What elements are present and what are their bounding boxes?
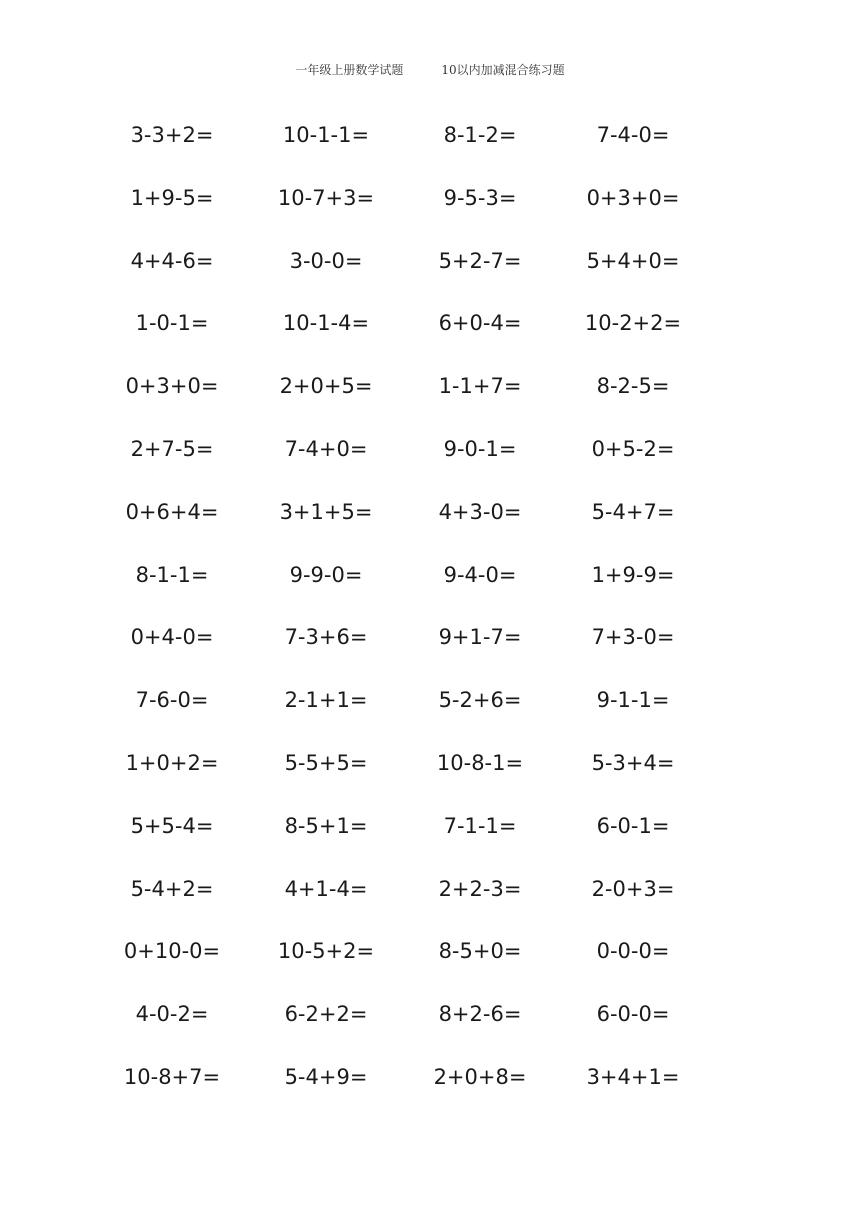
problem: 7-4+0= bbox=[284, 436, 368, 461]
problem: 10-8-1= bbox=[436, 750, 524, 775]
problem: 7-3+6= bbox=[284, 625, 368, 650]
problem-row bbox=[0, 995, 860, 1058]
problem: 3-0-0= bbox=[289, 248, 363, 273]
problem-row bbox=[0, 367, 860, 430]
problem: 7-4-0= bbox=[596, 123, 670, 147]
problem: 3+1+5= bbox=[279, 499, 373, 524]
problem: 6-0-1= bbox=[596, 813, 670, 838]
problem: 2-1+1= bbox=[284, 688, 368, 713]
problem: 1-0-1= bbox=[135, 311, 209, 336]
problem: 10-8+7= bbox=[123, 1064, 221, 1089]
problem: 10-1-1= bbox=[282, 123, 370, 147]
problem: 0+10-0= bbox=[123, 939, 221, 964]
problem: 5+5-4= bbox=[130, 813, 214, 838]
problem: 8-2-5= bbox=[596, 374, 670, 399]
problem: 5-4+2= bbox=[130, 876, 214, 901]
problem-grid bbox=[0, 116, 860, 1121]
problem: 5-4+7= bbox=[591, 499, 675, 524]
problem: 5-4+9= bbox=[284, 1064, 368, 1089]
problem: 9-4-0= bbox=[443, 562, 517, 587]
problem: 7-6-0= bbox=[135, 688, 209, 713]
problem-row bbox=[0, 556, 860, 619]
problem: 8-5+1= bbox=[284, 813, 368, 838]
problem: 3-3+2= bbox=[130, 123, 214, 147]
problem: 0+5-2= bbox=[591, 436, 675, 461]
problem: 2-0+3= bbox=[591, 876, 675, 901]
problem: 9-0-1= bbox=[443, 436, 517, 461]
problem: 0+3+0= bbox=[125, 374, 219, 399]
problem: 1+0+2= bbox=[125, 750, 219, 775]
problem: 6-2+2= bbox=[284, 1002, 368, 1027]
problem: 0+3+0= bbox=[586, 185, 680, 210]
problem-row bbox=[0, 744, 860, 807]
problem: 0-0-0= bbox=[596, 939, 670, 964]
problem: 8-1-2= bbox=[443, 123, 517, 147]
problem-row bbox=[0, 870, 860, 933]
problem: 1-1+7= bbox=[438, 374, 522, 399]
problem: 5-3+4= bbox=[591, 750, 675, 775]
problem: 8-1-1= bbox=[135, 562, 209, 587]
problem: 4+1-4= bbox=[284, 876, 368, 901]
problem: 9-5-3= bbox=[443, 185, 517, 210]
problem: 2+0+8= bbox=[433, 1064, 527, 1089]
problem: 4+4-6= bbox=[130, 248, 214, 273]
problem: 5+4+0= bbox=[586, 248, 680, 273]
problem-row bbox=[0, 430, 860, 493]
problem: 10-1-4= bbox=[282, 311, 370, 336]
problem: 10-2+2= bbox=[584, 311, 682, 336]
worksheet-title: 一年级上册数学试题 bbox=[295, 63, 404, 77]
page-header bbox=[0, 61, 860, 78]
problem: 8+2-6= bbox=[438, 1002, 522, 1027]
problem: 1+9-9= bbox=[591, 562, 675, 587]
problem: 2+2-3= bbox=[438, 876, 522, 901]
problem: 9-1-1= bbox=[596, 688, 670, 713]
problem-row bbox=[0, 1058, 860, 1121]
problem: 5+2-7= bbox=[438, 248, 522, 273]
problem: 1+9-5= bbox=[130, 185, 214, 210]
problem-row bbox=[0, 618, 860, 681]
problem: 6+0-4= bbox=[438, 311, 522, 336]
problem-row bbox=[0, 116, 860, 179]
problem: 9+1-7= bbox=[438, 625, 522, 650]
problem: 0+6+4= bbox=[125, 499, 219, 524]
problem: 4+3-0= bbox=[438, 499, 522, 524]
problem: 10-5+2= bbox=[277, 939, 375, 964]
problem: 10-7+3= bbox=[277, 185, 375, 210]
problem: 2+7-5= bbox=[130, 436, 214, 461]
problem-row bbox=[0, 807, 860, 870]
problem: 9-9-0= bbox=[289, 562, 363, 587]
problem: 5-5+5= bbox=[284, 750, 368, 775]
problem: 5-2+6= bbox=[438, 688, 522, 713]
problem: 8-5+0= bbox=[438, 939, 522, 964]
problem-row bbox=[0, 493, 860, 556]
problem-row bbox=[0, 179, 860, 242]
problem: 2+0+5= bbox=[279, 374, 373, 399]
problem: 3+4+1= bbox=[586, 1064, 680, 1089]
problem: 4-0-2= bbox=[135, 1002, 209, 1027]
problem: 6-0-0= bbox=[596, 1002, 670, 1027]
problem: 7+3-0= bbox=[591, 625, 675, 650]
problem: 7-1-1= bbox=[443, 813, 517, 838]
problem-row bbox=[0, 242, 860, 305]
problem-row bbox=[0, 681, 860, 744]
problem-row bbox=[0, 304, 860, 367]
problem: 0+4-0= bbox=[130, 625, 214, 650]
problem-row bbox=[0, 932, 860, 995]
worksheet-subtitle: 10以内加减混合练习题 bbox=[441, 63, 565, 77]
